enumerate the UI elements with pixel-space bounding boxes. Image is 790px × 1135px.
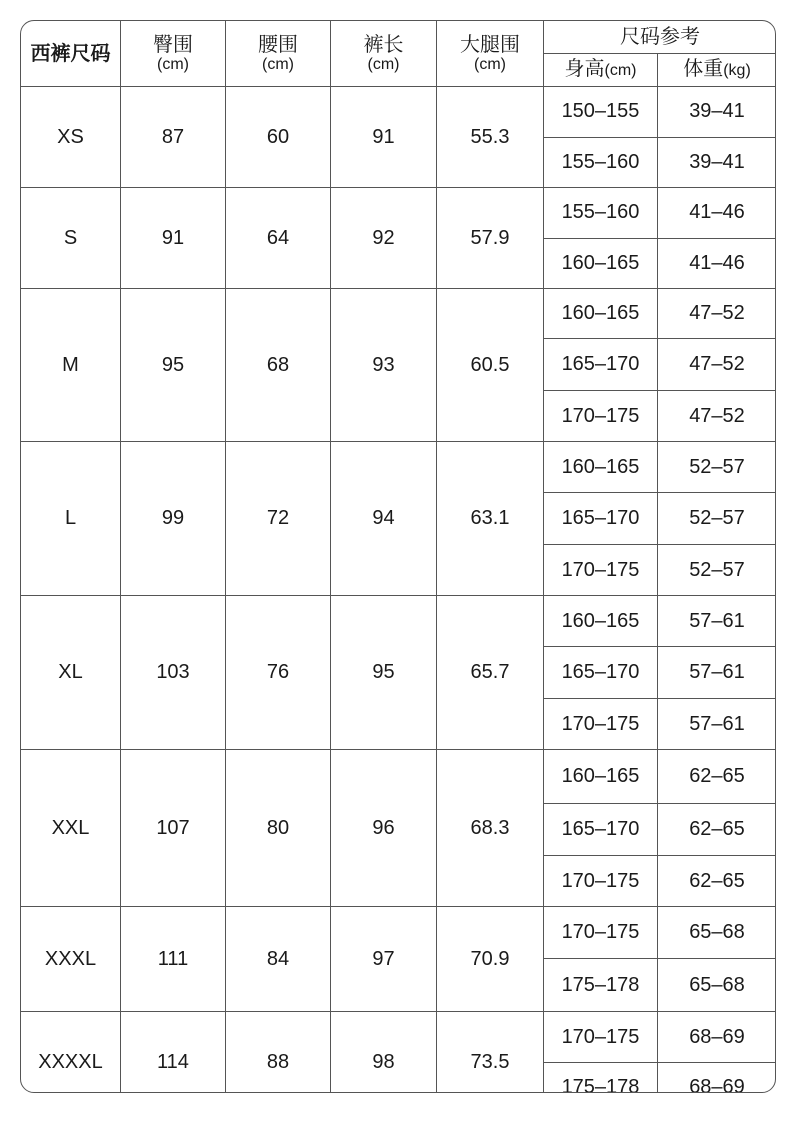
cell-ref-height: 170–175 [544, 1012, 658, 1063]
header-weight-label: 体重 [683, 58, 724, 80]
cell-ref-height: 160–165 [544, 289, 658, 339]
header-weight-unit: (kg) [723, 62, 751, 79]
header-thigh-label: 大腿围 [460, 33, 520, 56]
header-height [544, 54, 658, 87]
cell-length: 95 [331, 596, 437, 750]
header-length-unit: (cm) [367, 55, 400, 73]
cell-ref-weight: 62–65 [658, 856, 777, 907]
cell-ref-height: 160–165 [544, 442, 658, 493]
table-row [21, 1012, 777, 1063]
header-height-label: 身高 [564, 58, 605, 80]
header-thigh [437, 21, 544, 87]
table-row [21, 442, 777, 493]
cell-ref-height: 155–160 [544, 188, 658, 239]
cell-ref-height: 155–160 [544, 137, 658, 188]
table-row [21, 188, 777, 239]
cell-ref-height: 170–175 [544, 699, 658, 750]
header-hip-label: 臀围 [153, 33, 193, 56]
cell-ref-weight: 57–61 [658, 647, 777, 699]
cell-thigh: 60.5 [437, 289, 544, 442]
cell-ref-height: 175–178 [544, 1063, 658, 1094]
cell-thigh: 65.7 [437, 596, 544, 750]
cell-hip: 91 [121, 188, 226, 289]
header-length [331, 21, 437, 87]
cell-thigh: 63.1 [437, 442, 544, 596]
cell-ref-height: 165–170 [544, 339, 658, 391]
cell-ref-height: 165–170 [544, 493, 658, 545]
cell-size: XXXXL [21, 1012, 121, 1094]
cell-ref-weight: 39–41 [658, 137, 777, 188]
cell-ref-weight: 57–61 [658, 699, 777, 750]
cell-ref-weight: 47–52 [658, 391, 777, 442]
size-chart-table [20, 20, 776, 1093]
cell-waist: 64 [226, 188, 331, 289]
cell-ref-weight: 65–68 [658, 959, 777, 1012]
size-rows [21, 87, 777, 1094]
header-hip [121, 21, 226, 87]
cell-size: S [21, 188, 121, 289]
header-hip-unit: (cm) [157, 55, 189, 73]
cell-hip: 99 [121, 442, 226, 596]
header-reference: 尺码参考 [544, 21, 777, 54]
cell-ref-height: 170–175 [544, 391, 658, 442]
cell-ref-weight: 62–65 [658, 804, 777, 856]
cell-hip: 95 [121, 289, 226, 442]
cell-hip: 103 [121, 596, 226, 750]
cell-ref-weight: 52–57 [658, 493, 777, 545]
cell-ref-height: 175–178 [544, 959, 658, 1012]
header-waist-unit: (cm) [262, 55, 294, 73]
cell-ref-height: 160–165 [544, 238, 658, 289]
cell-ref-height: 160–165 [544, 596, 658, 647]
cell-hip: 114 [121, 1012, 226, 1094]
cell-ref-weight: 52–57 [658, 545, 777, 596]
header-waist-label: 腰围 [258, 33, 298, 56]
cell-ref-height: 150–155 [544, 87, 658, 138]
table-row [21, 289, 777, 339]
cell-size: XS [21, 87, 121, 188]
cell-ref-weight: 52–57 [658, 442, 777, 493]
cell-length: 92 [331, 188, 437, 289]
header-length-label: 裤长 [363, 33, 404, 56]
cell-size: XXXL [21, 907, 121, 1012]
cell-thigh: 70.9 [437, 907, 544, 1012]
cell-waist: 76 [226, 596, 331, 750]
cell-length: 98 [331, 1012, 437, 1094]
cell-ref-weight: 41–46 [658, 188, 777, 239]
cell-ref-weight: 65–68 [658, 907, 777, 959]
cell-length: 96 [331, 750, 437, 907]
cell-ref-weight: 41–46 [658, 238, 777, 289]
cell-length: 97 [331, 907, 437, 1012]
cell-ref-height: 165–170 [544, 647, 658, 699]
cell-ref-weight: 57–61 [658, 596, 777, 647]
table-row [21, 750, 777, 804]
header-waist [226, 21, 331, 87]
cell-waist: 80 [226, 750, 331, 907]
cell-ref-weight: 39–41 [658, 87, 777, 138]
cell-ref-height: 165–170 [544, 804, 658, 856]
cell-thigh: 57.9 [437, 188, 544, 289]
cell-hip: 107 [121, 750, 226, 907]
cell-length: 91 [331, 87, 437, 188]
cell-ref-height: 170–175 [544, 545, 658, 596]
cell-waist: 60 [226, 87, 331, 188]
cell-waist: 68 [226, 289, 331, 442]
cell-length: 94 [331, 442, 437, 596]
cell-hip: 87 [121, 87, 226, 188]
cell-ref-height: 170–175 [544, 907, 658, 959]
cell-size: L [21, 442, 121, 596]
cell-ref-weight: 47–52 [658, 339, 777, 391]
cell-thigh: 73.5 [437, 1012, 544, 1094]
table-row [21, 87, 777, 138]
header-size: 西裤尺码 [21, 21, 121, 87]
header-weight [658, 54, 777, 87]
cell-waist: 72 [226, 442, 331, 596]
cell-size: XXL [21, 750, 121, 907]
table-row [21, 596, 777, 647]
cell-thigh: 68.3 [437, 750, 544, 907]
size-chart-frame [20, 20, 776, 1093]
cell-ref-height: 170–175 [544, 856, 658, 907]
cell-ref-weight: 47–52 [658, 289, 777, 339]
cell-waist: 84 [226, 907, 331, 1012]
cell-ref-height: 160–165 [544, 750, 658, 804]
cell-ref-weight: 62–65 [658, 750, 777, 804]
cell-size: XL [21, 596, 121, 750]
table-row [21, 907, 777, 959]
cell-thigh: 55.3 [437, 87, 544, 188]
cell-hip: 111 [121, 907, 226, 1012]
cell-waist: 88 [226, 1012, 331, 1094]
cell-ref-weight: 68–69 [658, 1063, 777, 1094]
header-thigh-unit: (cm) [474, 55, 506, 73]
cell-size: M [21, 289, 121, 442]
cell-length: 93 [331, 289, 437, 442]
header-height-unit: (cm) [604, 62, 637, 79]
cell-ref-weight: 68–69 [658, 1012, 777, 1063]
